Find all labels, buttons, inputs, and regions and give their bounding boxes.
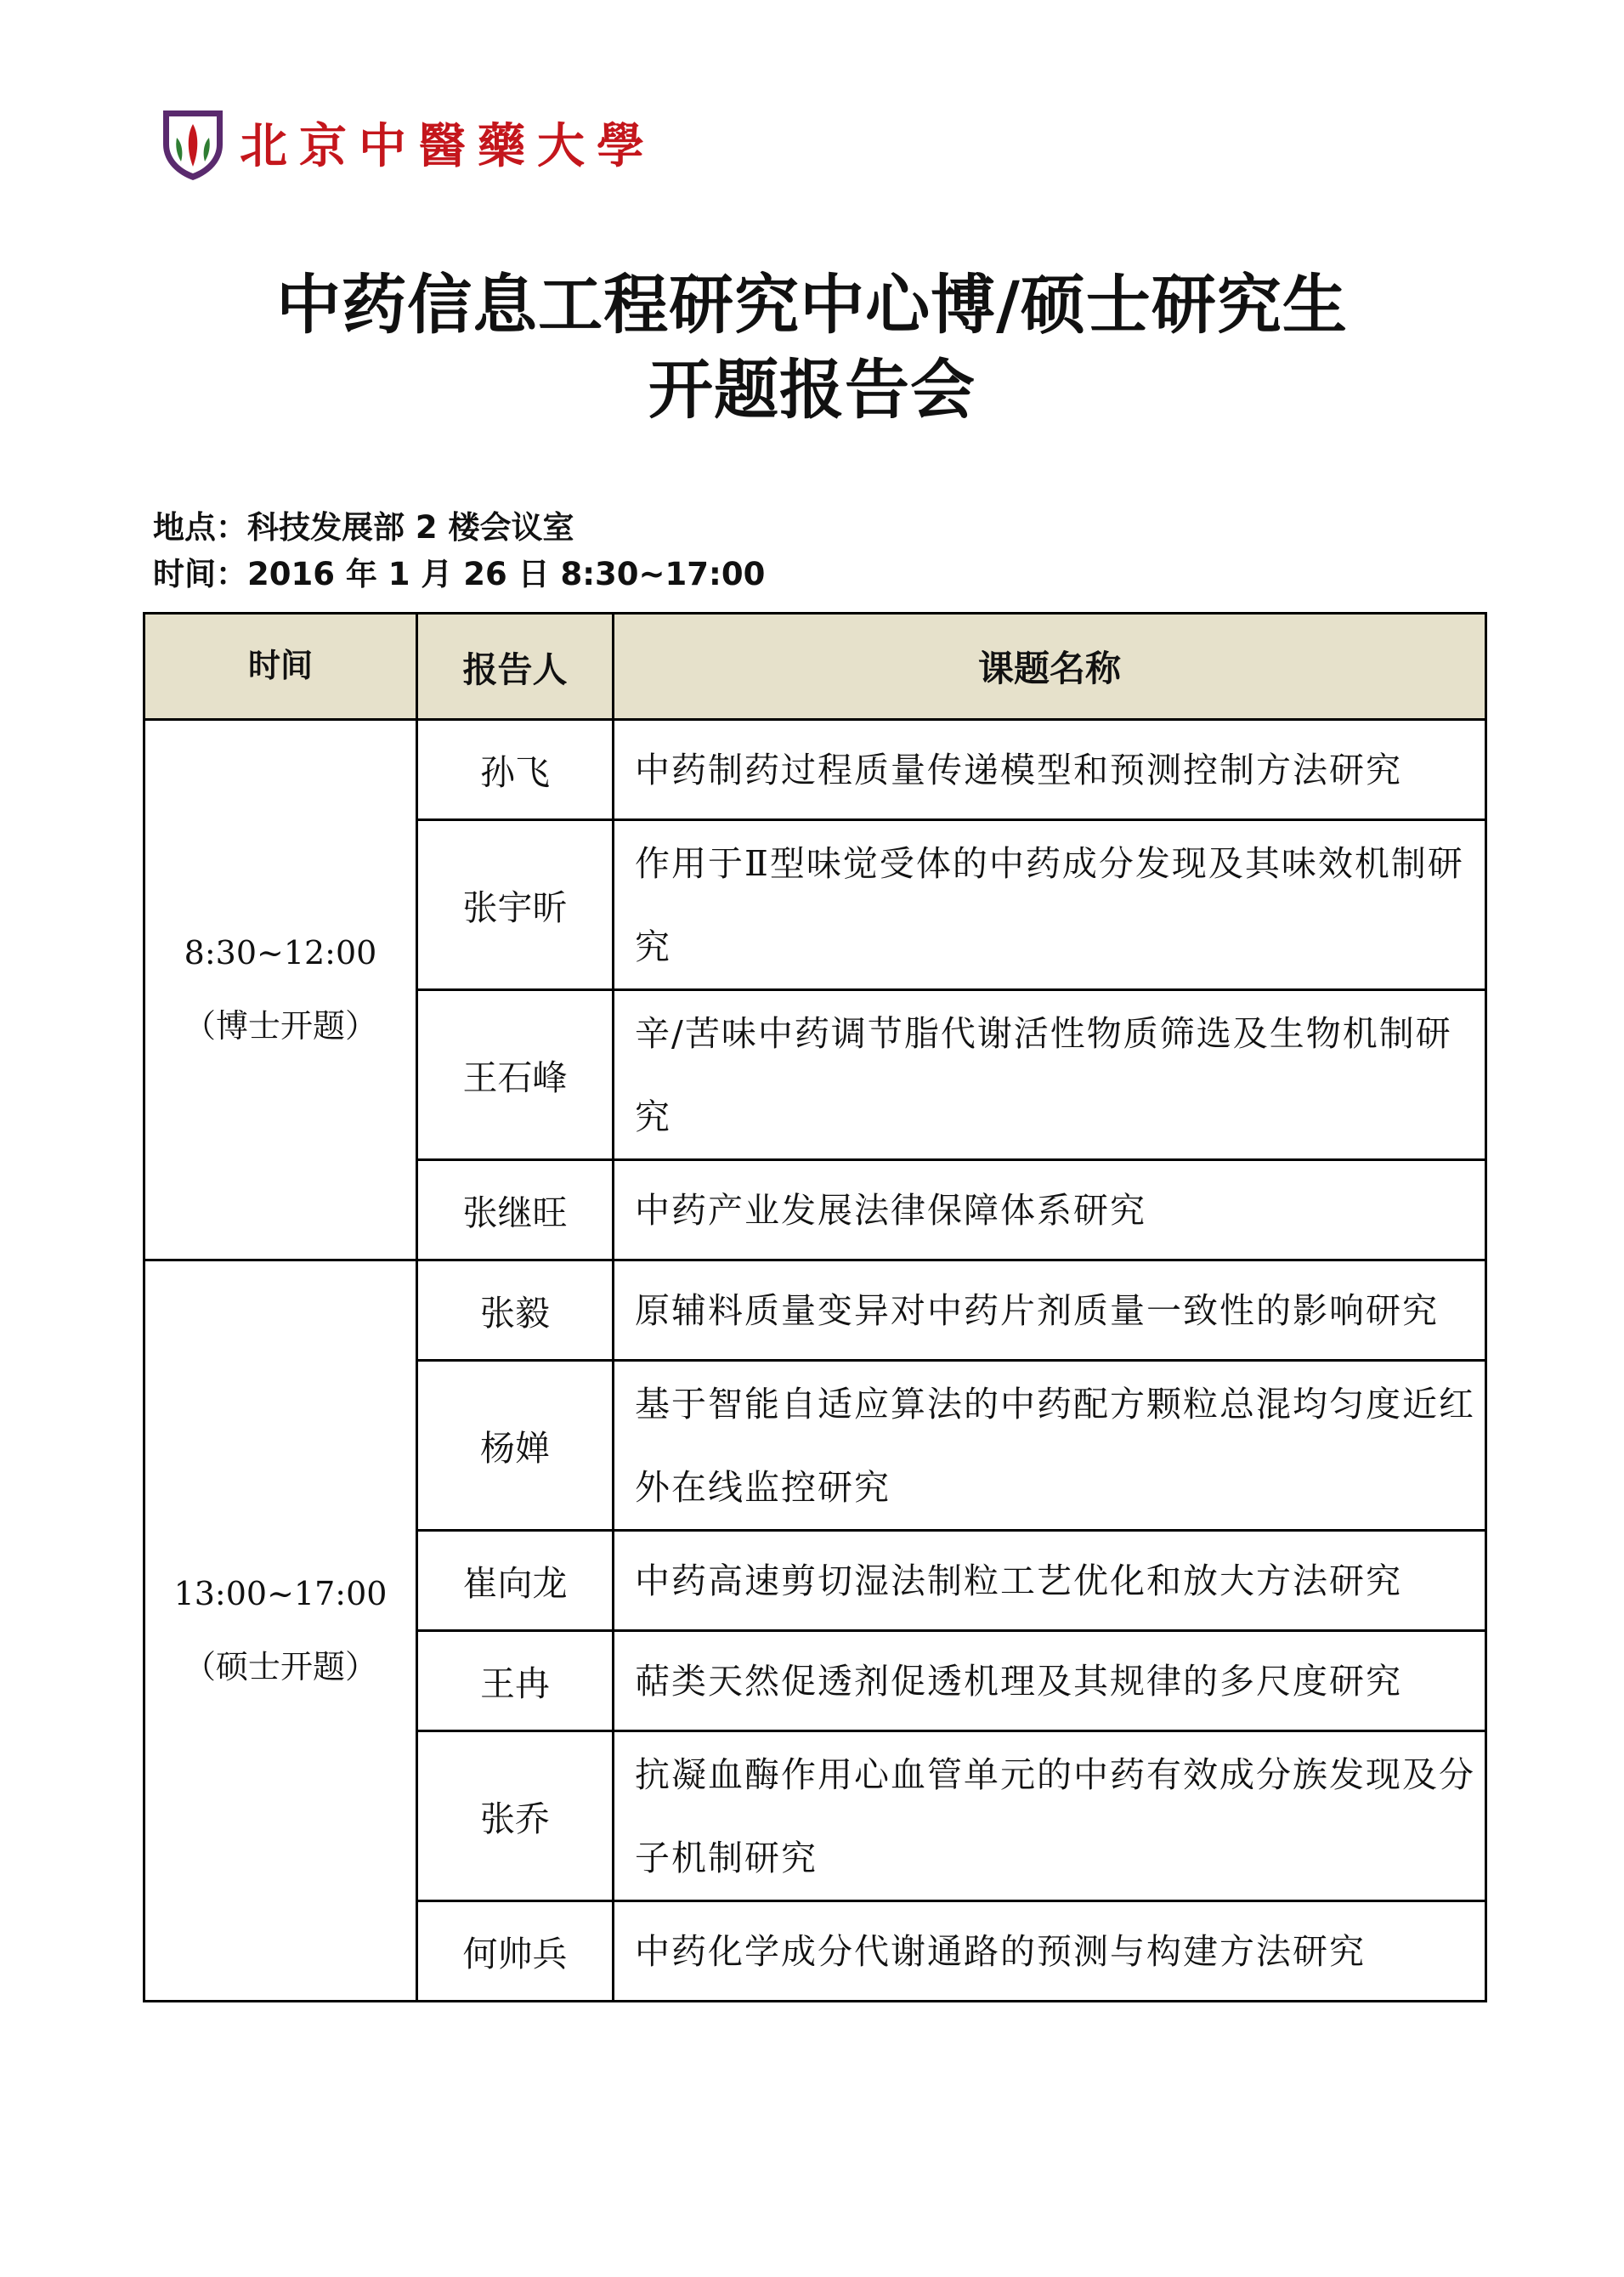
topic-title: 中药高速剪切湿法制粒工艺优化和放大方法研究 [614,1531,1486,1631]
presenter-name: 张宇昕 [417,820,614,990]
session-label: （博士开题） [183,1006,377,1045]
table-row [144,1260,1486,1361]
presenter-name: 张乔 [417,1731,614,1901]
topic-title: 中药产业发展法律保障体系研究 [614,1160,1486,1260]
presenter-name: 杨婵 [417,1361,614,1531]
meeting-time: 时间：2016 年 1 月 26 日 8:30~17:00 [153,556,766,592]
presenter-name: 王石峰 [417,990,614,1160]
topic-title: 中药制药过程质量传递模型和预测控制方法研究 [614,720,1486,820]
presenter-name: 张毅 [417,1260,614,1361]
header-time: 时间 [144,614,417,720]
topic-title: 基于智能自适应算法的中药配方颗粒总混均匀度近红外在线监控研究 [614,1361,1486,1531]
university-name: 北京中醫藥大學 [240,118,656,174]
presenter-name: 孙飞 [417,720,614,820]
table-header-row [144,614,1486,720]
topic-title: 作用于Ⅱ型味觉受体的中药成分发现及其味效机制研究 [614,820,1486,990]
university-logo [158,102,656,184]
topic-title: 辛/苦味中药调节脂代谢活性物质筛选及生物机制研究 [614,990,1486,1160]
header-presenter: 报告人 [417,614,614,720]
topic-title: 中药化学成分代谢通路的预测与构建方法研究 [614,1901,1486,2002]
university-crest-icon [158,104,228,182]
header-topic: 课题名称 [614,614,1486,720]
topic-title: 原辅料质量变异对中药片剂质量一致性的影响研究 [614,1260,1486,1361]
session-time-cell [144,720,417,1260]
session-time: 8:30~12:00 [184,934,377,972]
presenter-name: 张继旺 [417,1160,614,1260]
table-row [144,720,1486,820]
session-time: 13:00~17:00 [173,1575,388,1613]
presenter-name: 王冉 [417,1631,614,1731]
session-time-cell [144,1260,417,2002]
presenter-name: 崔向龙 [417,1531,614,1631]
topic-title: 抗凝血酶作用心血管单元的中药有效成分族发现及分子机制研究 [614,1731,1486,1901]
schedule-table [143,612,1487,2002]
session-label: （硕士开题） [183,1647,377,1685]
page-title-line1: 中药信息工程研究中心博/硕士研究生 [276,267,1348,343]
presenter-name: 何帅兵 [417,1901,614,2002]
meeting-location: 地点：科技发展部 2 楼会议室 [153,509,574,546]
page-title-line2: 开题报告会 [648,352,976,428]
topic-title: 萜类天然促透剂促透机理及其规律的多尺度研究 [614,1631,1486,1731]
